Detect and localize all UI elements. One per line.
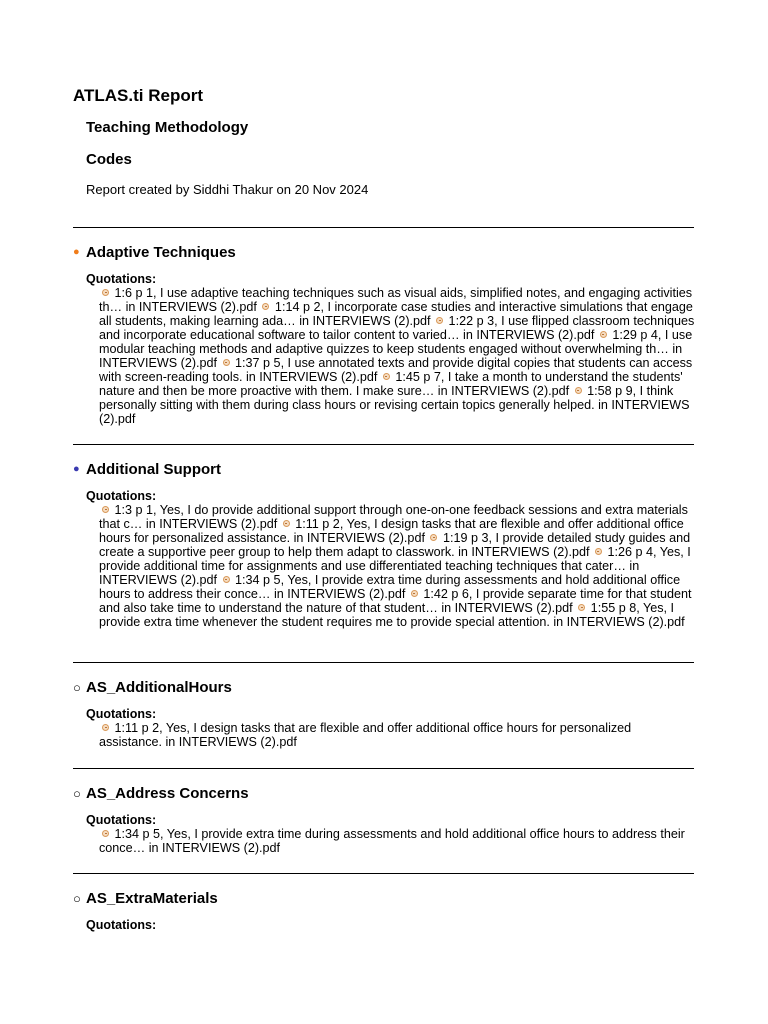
code-empty-circle-icon: ○ (73, 890, 81, 906)
quotation-text: 1:19 p 3, I provide detailed study guides and create a supportive peer group to help them adapt to classwork. in INTERVIEWS (2).pdf (99, 531, 691, 559)
quotation-text: 1:26 p 4, Yes, I provide additional time for assignments and use differentiated teaching techniques that cater… in INTERVIEWS (2).pdf (99, 545, 691, 587)
quotation-icon (102, 830, 109, 837)
code-heading (73, 888, 218, 908)
quotation-text: 1:6 p 1, I use adaptive teaching techniques such as visual aids, simplified notes, and engaging activities th… in INTERVIEWS (2).pdf (99, 286, 693, 314)
code-divider (73, 662, 694, 663)
quotation-icon (223, 359, 230, 366)
code-name: Additional Support (86, 460, 221, 478)
quotations-label: Quotations: (86, 272, 157, 286)
quotation-list (99, 503, 696, 629)
code-heading (73, 459, 221, 479)
quotation-icon (436, 317, 443, 324)
quotation-icon (578, 604, 585, 611)
code-divider (73, 768, 694, 769)
quotation-text: 1:22 p 3, I use flipped classroom techniques and incorporate educational software to tailor content to varied… in INTERVIEWS (2).pdf (99, 314, 695, 342)
quotation-icon (430, 534, 437, 541)
quotation-text: 1:34 p 5, Yes, I provide extra time during assessments and hold additional office hours to address their conce… in INTERVIEWS (2).pdf (99, 827, 685, 855)
quotation-text: 1:55 p 8, Yes, I provide extra time whenever the student requires me to provide special attention. in INTERVIEWS (2).pdf (99, 601, 685, 629)
code-color-dot-icon: ● (73, 245, 80, 258)
code-name: AS_Address Concerns (86, 784, 249, 802)
quotation-icon (102, 289, 109, 296)
report-title: ATLAS.ti Report (73, 86, 204, 105)
quotation-text: 1:37 p 5, I use annotated texts and provide digital copies that students can access with screen-reading tools. in INTERVIEWS (2).pdf (99, 356, 693, 384)
quotation-icon (102, 506, 109, 513)
code-name: AS_AdditionalHours (86, 678, 232, 696)
quotations-label: Quotations: (86, 918, 157, 932)
quotation-text: 1:29 p 4, I use modular teaching methods and adaptive quizzes to keep students engaged without overwhelming th… in INTERVIEWS (2).pdf (99, 328, 693, 370)
quotation-text: 1:42 p 6, I provide separate time for that student and also take time to understand the nature of that student… in INTERVIEWS (2).pdf (99, 587, 692, 615)
quotation-icon (283, 520, 290, 527)
quotation-item[interactable] (99, 721, 631, 749)
quotation-list (99, 827, 696, 855)
code-divider (73, 873, 694, 874)
code-divider (73, 227, 694, 228)
quotations-label: Quotations: (86, 707, 157, 721)
quotation-list (99, 721, 696, 749)
quotation-icon (600, 331, 607, 338)
quotation-text: 1:11 p 2, Yes, I design tasks that are flexible and offer additional office hours for personalized assistance. in INTERVIEWS (2).pdf (99, 721, 632, 749)
quotation-icon (575, 387, 582, 394)
section-title: Codes (86, 151, 132, 168)
quotation-text: 1:14 p 2, I incorporate case studies and interactive simulations that engage all students, making learning ada… in INTERVIEWS (2).pdf (99, 300, 693, 328)
code-name: AS_ExtraMaterials (86, 889, 218, 907)
quotation-icon (223, 576, 230, 583)
quotation-text: 1:3 p 1, Yes, I do provide additional support through one-on-one feedback sessions and extra materials that c… in INTERVIEWS (2).pdf (99, 503, 688, 531)
quotation-text: 1:45 p 7, I take a month to understand the students' nature and then be more proactive with them. I make sure… in INTERVIEWS (2).pdf (99, 370, 683, 398)
quotation-icon (595, 548, 602, 555)
project-title: Teaching Methodology (86, 119, 249, 136)
code-divider (73, 444, 694, 445)
report-created-line: Report created by Siddhi Thakur on 20 Nov 2024 (86, 182, 369, 197)
quotation-icon (411, 590, 418, 597)
quotation-text: 1:11 p 2, Yes, I design tasks that are flexible and offer additional office hours for personalized assistance. in INTERVIEWS (2).pdf (99, 517, 684, 545)
quotation-list (99, 286, 696, 426)
quotation-text: 1:34 p 5, Yes, I provide extra time during assessments and hold additional office hours to address their conce… in INTERVIEWS (2).pdf (99, 573, 681, 601)
code-heading (73, 677, 232, 697)
code-empty-circle-icon: ○ (73, 679, 81, 695)
code-empty-circle-icon: ○ (73, 785, 81, 801)
code-color-dot-icon: ● (73, 462, 80, 475)
quotation-icon (102, 724, 109, 731)
quotation-text: 1:58 p 9, I think personally sitting with them during class hours or revising certain topics generally helped. in INTERVIEWS (2).pdf (99, 384, 690, 426)
code-heading (73, 242, 236, 262)
code-heading (73, 783, 249, 803)
quotation-item[interactable] (99, 827, 685, 855)
code-name: Adaptive Techniques (86, 243, 236, 261)
quotation-icon (262, 303, 269, 310)
quotations-label: Quotations: (86, 489, 157, 503)
quotations-label: Quotations: (86, 813, 157, 827)
quotation-icon (383, 373, 390, 380)
